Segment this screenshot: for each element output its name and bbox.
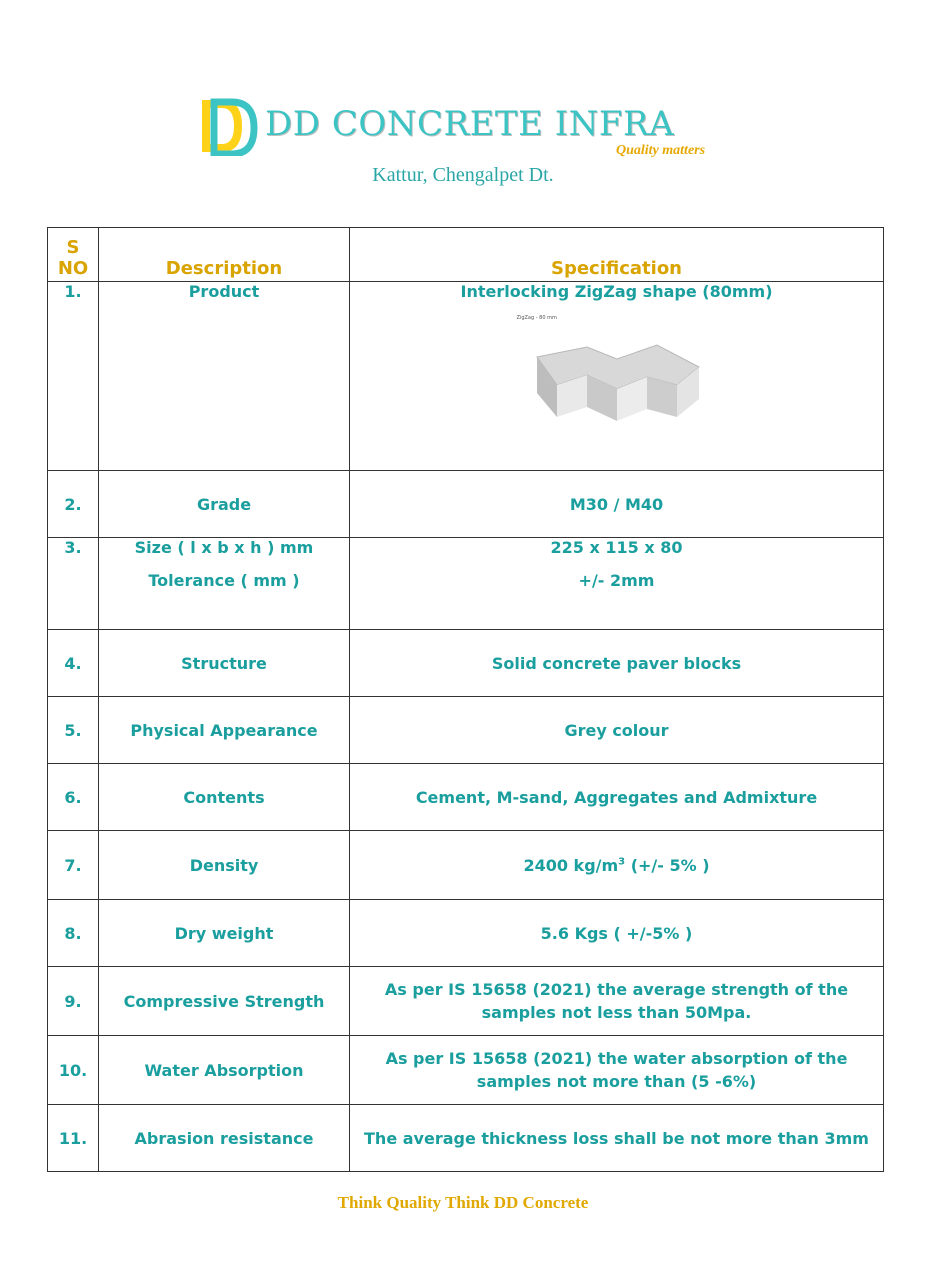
- row-sno: 7.: [48, 831, 99, 900]
- table-row: [48, 697, 884, 764]
- row-spec: Grey colour: [350, 697, 884, 764]
- density-tolerance: (+/- 5% ): [625, 855, 710, 875]
- row-description: Water Absorption: [99, 1036, 350, 1105]
- row-spec: As per IS 15658 (2021) the water absorption of the samples not more than (5 -6%): [350, 1036, 884, 1105]
- table-row: [48, 538, 884, 630]
- row-sno: 9.: [48, 967, 99, 1036]
- row-sno: 3.: [48, 538, 99, 630]
- row-description: [99, 538, 350, 630]
- density-exponent: 3: [618, 856, 626, 868]
- row-sno: 6.: [48, 764, 99, 831]
- row-spec: 5.6 Kgs ( +/-5% ): [350, 900, 884, 967]
- row-sno: 5.: [48, 697, 99, 764]
- table-row: [48, 1105, 884, 1172]
- row-description: Compressive Strength: [99, 967, 350, 1036]
- tolerance-value: +/- 2mm: [578, 571, 655, 590]
- zigzag-paver-block-image-icon: [527, 337, 707, 427]
- header-specification: Specification: [350, 228, 884, 282]
- table-row: [48, 831, 884, 900]
- table-row: [48, 282, 884, 471]
- row-sno: 8.: [48, 900, 99, 967]
- location: Kattur, Chengalpet Dt.: [372, 164, 554, 186]
- density-value: 2400 kg/m: [523, 855, 619, 875]
- table-row: [48, 1036, 884, 1105]
- row-spec-text: Interlocking ZigZag shape (80mm): [460, 282, 773, 301]
- paver-image-caption: ZigZag - 80 mm: [516, 315, 557, 321]
- row-sno: 10.: [48, 1036, 99, 1105]
- row-sno: 11.: [48, 1105, 99, 1172]
- row-spec: The average thickness loss shall be not more than 3mm: [350, 1105, 884, 1172]
- row-sno: 1.: [48, 282, 99, 471]
- footer-slogan: Think Quality Think DD Concrete: [337, 1193, 589, 1212]
- header-sno: S NO: [48, 228, 99, 282]
- row-description: Abrasion resistance: [99, 1105, 350, 1172]
- specification-table: [47, 227, 884, 1172]
- table-row: [48, 900, 884, 967]
- row-spec: Solid concrete paver blocks: [350, 630, 884, 697]
- tolerance-label: Tolerance ( mm ): [148, 571, 300, 590]
- row-sno: 2.: [48, 471, 99, 538]
- tagline: Quality matters: [616, 143, 706, 158]
- row-description: Product: [99, 282, 350, 471]
- row-spec: M30 / M40: [350, 471, 884, 538]
- table-row: [48, 471, 884, 538]
- company-name: DD CONCRETE INFRA: [265, 104, 675, 144]
- row-spec: [350, 282, 884, 471]
- dd-monogram-logo-icon: [198, 96, 258, 156]
- row-description: Density: [99, 831, 350, 900]
- header-description: Description: [99, 228, 350, 282]
- table-row: [48, 764, 884, 831]
- row-spec: [350, 831, 884, 900]
- table-row: [48, 967, 884, 1036]
- table-row: [48, 630, 884, 697]
- row-description: Structure: [99, 630, 350, 697]
- row-sno: 4.: [48, 630, 99, 697]
- row-description: Physical Appearance: [99, 697, 350, 764]
- size-value: 225 x 115 x 80: [550, 538, 683, 557]
- row-spec: [350, 538, 884, 630]
- row-description: Contents: [99, 764, 350, 831]
- row-spec: As per IS 15658 (2021) the average strength of the samples not less than 50Mpa.: [350, 967, 884, 1036]
- table-header-row: [48, 228, 884, 282]
- row-description: Grade: [99, 471, 350, 538]
- size-label: Size ( l x b x h ) mm: [134, 538, 314, 557]
- row-description: Dry weight: [99, 900, 350, 967]
- row-spec: Cement, M-sand, Aggregates and Admixture: [350, 764, 884, 831]
